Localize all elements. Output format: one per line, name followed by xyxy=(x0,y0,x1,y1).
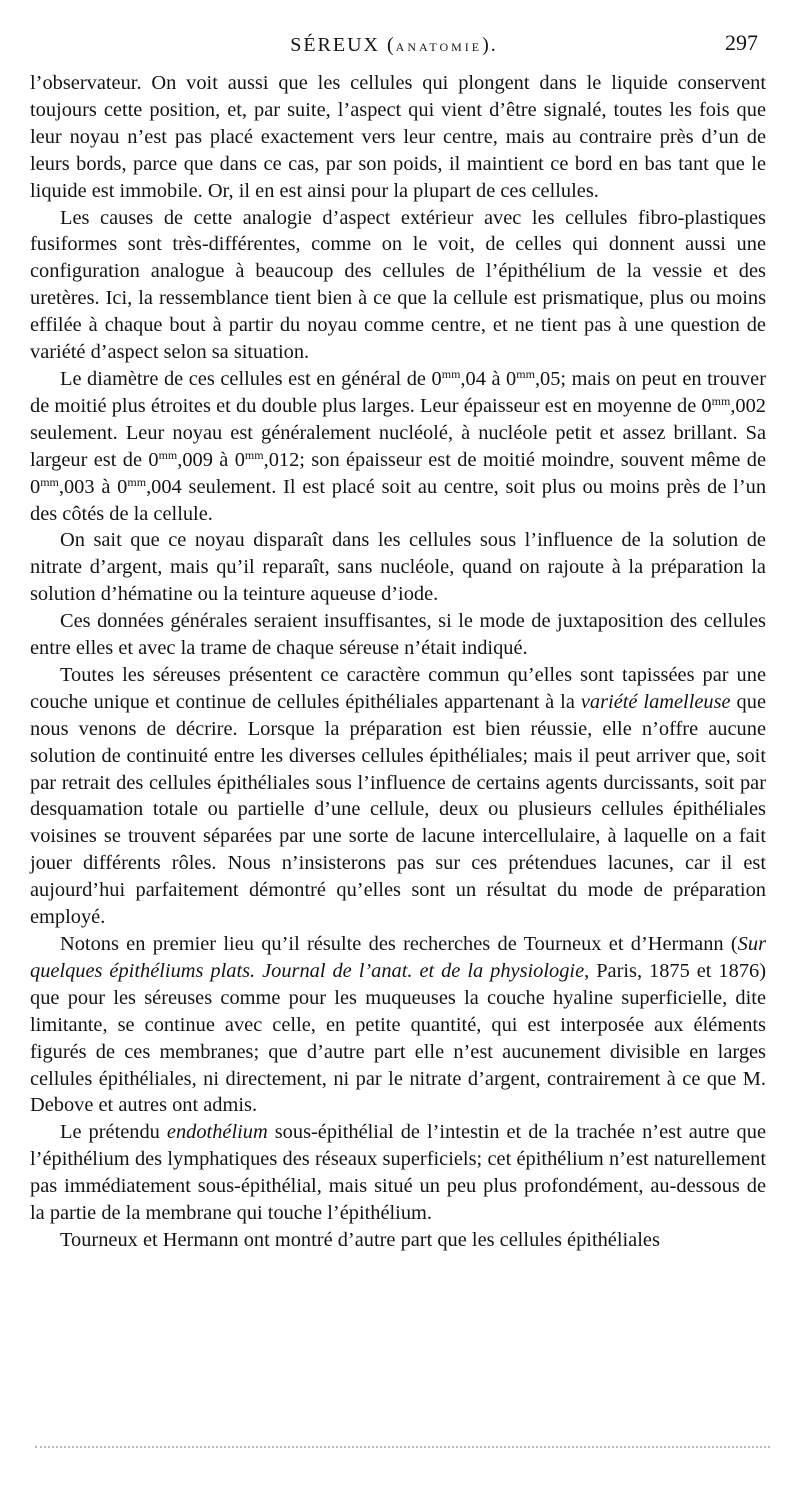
paragraph-diametre xyxy=(30,366,766,527)
text-run: ,002 seulement. Leur noyau est généralement nucléolé, à nucléole petit et assez brillant. Sa largeur est de 0 xyxy=(30,394,766,471)
running-head xyxy=(30,34,758,57)
paragraph-donnees: Ces données générales seraient insuffisantes, si le mode de juxtaposition des cellules entre elles et avec la trame de chaque séreuse n’était indiqué. xyxy=(30,610,766,660)
text-run: ,004 seulement. Il est placé soit au centre, soit plus ou moins près de l’un des côtés de la cellule. xyxy=(30,475,767,525)
text-run: ,009 à 0 xyxy=(177,448,245,471)
unit-mm: mm xyxy=(158,447,178,462)
page-header xyxy=(30,30,758,60)
page-number: 297 xyxy=(725,30,758,55)
text-run: ,012; son épaisseur est de moitié moindre, souvent même de 0 xyxy=(30,448,767,498)
running-head-open: ( xyxy=(380,34,396,56)
text-run: Toutes les séreuses présentent ce caractère commun qu’elles sont tapissées par une couche unique et continue de cellules épithéliales appartenant à la xyxy=(30,663,766,713)
citation-title: Sur quelques épithéliums plats. Journal de l’anat. et de la physiologie xyxy=(30,933,766,982)
footer-rule xyxy=(35,1446,770,1448)
running-head-title: SÉREUX xyxy=(290,34,380,56)
text-run: ,04 à 0 xyxy=(460,367,517,390)
text-run: sous-épithélial de l’intestin et de la trachée n’est autre que l’épithélium des lymphatiques des réseaux superficiels; cet épithélium n’est naturellement pas immédiatement sous-épithélial, mais situé un peu plus profondément, au-dessous de la partie de la membrane qui touche l’épithélium. xyxy=(30,1121,766,1225)
italic-term: endothélium xyxy=(166,1121,268,1144)
body-text xyxy=(30,70,766,1254)
text-run: Notons en premier lieu qu’il résulte des recherches de Tourneux et d’Hermann ( xyxy=(60,933,738,955)
unit-mm: mm xyxy=(244,447,264,462)
unit-mm: mm xyxy=(40,474,59,489)
italic-term: variété lamelleuse xyxy=(580,690,731,713)
paragraph-continuation: l’observateur. On voit aussi que les cellules qui plongent dans le liquide conservent toujours cette position, et, par suite, l’aspect qui vient d’être signalé, toutes les fois que leur noyau n’est pas placé exactement vers leur centre, mais au contraire près d’un de leurs bords, parce que dans ce cas, par son poids, il maintient ce bord en bas tant que le liquide est immobile. Or, il en est ainsi pour la plupart de ces cellules. xyxy=(30,72,766,202)
unit-mm: mm xyxy=(127,474,147,489)
unit-mm: mm xyxy=(516,366,535,381)
text-run: ,003 à 0 xyxy=(58,475,128,498)
text-run: Le diamètre de ces cellules est en général de 0 xyxy=(60,367,442,390)
unit-mm: mm xyxy=(711,393,731,408)
unit-mm: mm xyxy=(441,366,461,381)
paragraph-sereuses xyxy=(30,662,766,931)
running-head-subtitle: ANATOMIE xyxy=(395,40,483,54)
running-head-close: ). xyxy=(482,34,498,56)
text-run: Le prétendu xyxy=(60,1121,167,1144)
text-run: ,05; mais on peut en trouver de moitié plus étroites et du double plus larges. Leur épaisseur est en moyenne de 0 xyxy=(30,367,767,417)
paragraph-noyau: On sait que ce noyau disparaît dans les cellules sous l’influence de la solution de nitrate d’argent, mais qu’il reparaît, sans nucléole, quand on rajoute à la préparation la solution d’hématine ou la teinture aqueuse d’iode. xyxy=(30,529,766,606)
paragraph-causes: Les causes de cette analogie d’aspect extérieur avec les cellules fibro-plastiques fusiformes sont très-différentes, comme on le voit, de celles qui donnent aussi une configuration analogue à beaucoup des cellules de l’épithélium de la vessie et des uretères. Ici, la ressemblance tient bien à ce que la cellule est prismatique, plus ou moins effilée à chaque bout à partir du noyau comme centre, et ne tient pas à une question de variété d’aspect selon sa situation. xyxy=(30,206,766,364)
paragraph-tourneux-hermann xyxy=(30,931,766,1119)
paragraph-endothelium xyxy=(30,1119,766,1227)
paragraph-last: Tourneux et Hermann ont montré d’autre part que les cellules épithéliales xyxy=(60,1228,660,1251)
text-run: que nous venons de décrire. Lorsque la préparation est bien réussie, elle n’offre aucune solution de continuité entre les diverses cellules épithéliales; mais il peut arriver que, soit par retrait des cellules épithéliales sous l’influence de certains agents durcissants, soit par desquamation totale ou partielle d’une cellule, deux ou plusieurs cellules épithéliales voisines se trouvent séparées par une sorte de lacune intercellulaire, à laquelle on a fait jouer différents rôles. Nous n’insisterons pas sur ces prétendues lacunes, car il est aujourd’hui parfaitement démontré qu’elles sont un résultat du mode de préparation employé. xyxy=(30,690,766,929)
text-run: , Paris, 1875 et 1876) que pour les séreuses comme pour les muqueuses la couche hyaline superficielle, dite limitante, se continue avec celle, en petite quantité, qui est interposée aux éléments figurés de ces membranes; que d’autre part elle n’est aucunement divisible en larges cellules épithéliales, ni directement, ni par le nitrate d’argent, contrairement à ce que M. Debove et autres ont admis. xyxy=(30,959,766,1117)
